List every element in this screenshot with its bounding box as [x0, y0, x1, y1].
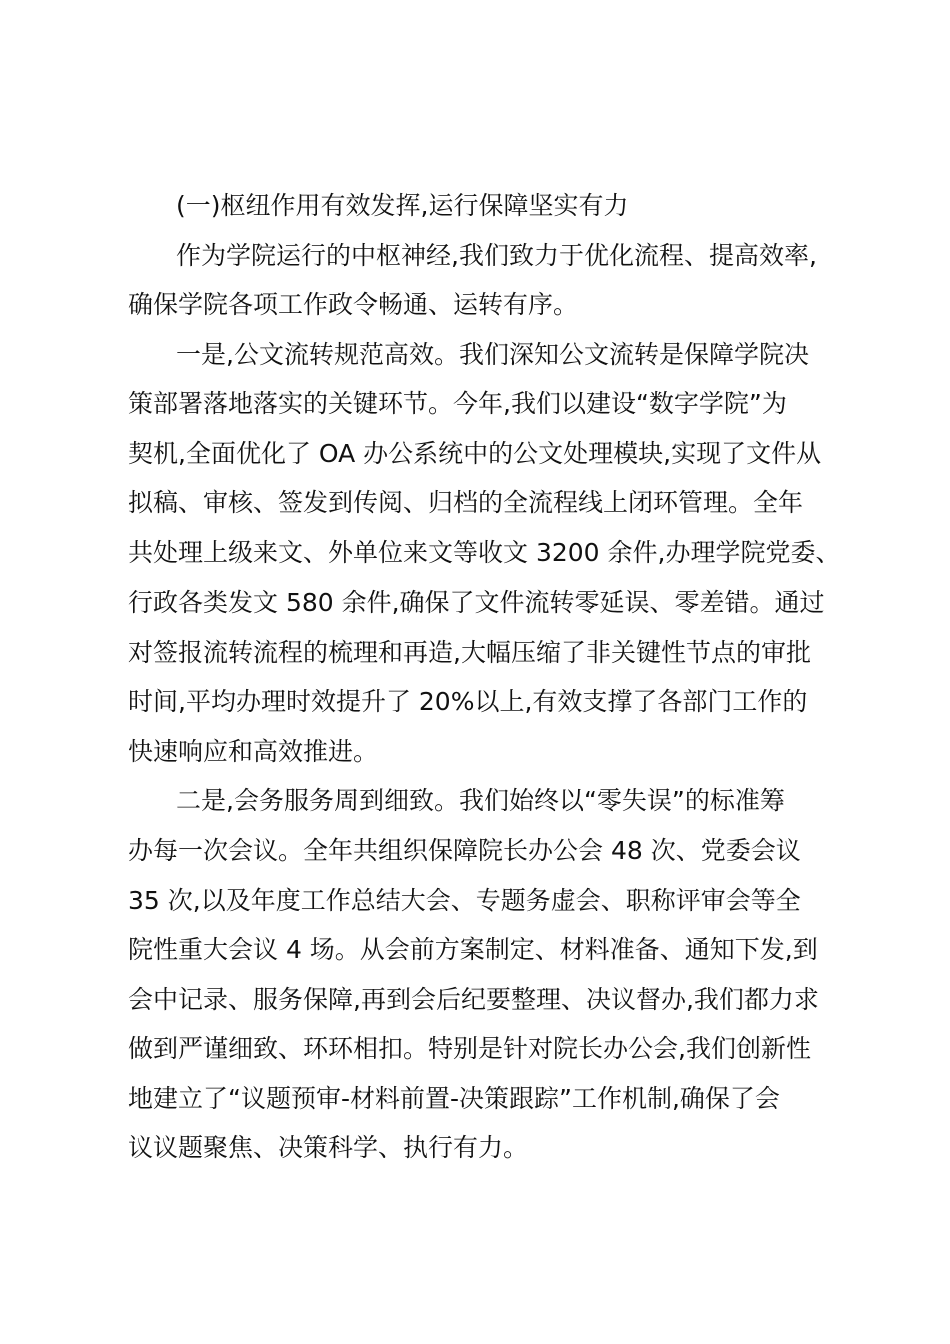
- paragraph-line: 确保学院各项工作政令畅通、运转有序。: [128, 290, 579, 319]
- paragraph-line: 35 次,以及年度工作总结大会、专题务虚会、职称评审会等全: [128, 886, 801, 915]
- paragraph-line: 拟稿、审核、签发到传阅、归档的全流程线上闭环管理。全年: [128, 488, 804, 517]
- paragraph-line: 办每一次会议。全年共组织保障院长办公会 48 次、党委会议: [128, 836, 801, 865]
- paragraph-line: 一是,公文流转规范高效。我们深知公文流转是保障学院决: [176, 340, 809, 369]
- paragraph-line: 院性重大会议 4 场。从会前方案制定、材料准备、通知下发,到: [128, 935, 818, 964]
- paragraph-line: 议议题聚焦、决策科学、执行有力。: [128, 1133, 529, 1162]
- paragraph-line: 二是,会务服务周到细致。我们始终以“零失误”的标准筹: [176, 786, 785, 815]
- paragraph-line: 地建立了“议题预审-材料前置-决策跟踪”工作机制,确保了会: [128, 1084, 780, 1113]
- paragraph-line: 快速响应和高效推进。: [128, 737, 379, 766]
- paragraph-line: 策部署落地落实的关键环节。今年,我们以建设“数字学院”为: [128, 389, 787, 418]
- paragraph-line: 共处理上级来文、外单位来文等收文 3200 余件,办理学院党委、: [128, 538, 841, 567]
- paragraph-line: 会中记录、服务保障,再到会后纪要整理、决议督办,我们都力求: [128, 985, 819, 1014]
- paragraph-line: 对签报流转流程的梳理和再造,大幅压缩了非关键性节点的审批: [128, 638, 811, 667]
- paragraph-line: 做到严谨细致、环环相扣。特别是针对院长办公会,我们创新性: [128, 1034, 811, 1063]
- paragraph-line: 契机,全面优化了 OA 办公系统中的公文处理模块,实现了文件从: [128, 439, 822, 468]
- paragraph-line: 时间,平均办理时效提升了 20%以上,有效支撑了各部门工作的: [128, 687, 808, 716]
- paragraph-line: 行政各类发文 580 余件,确保了文件流转零延误、零差错。通过: [128, 588, 825, 617]
- paragraph-line: 作为学院运行的中枢神经,我们致力于优化流程、提高效率,: [176, 241, 817, 270]
- section-heading: (一)枢纽作用有效发挥,运行保障坚实有力: [176, 191, 629, 220]
